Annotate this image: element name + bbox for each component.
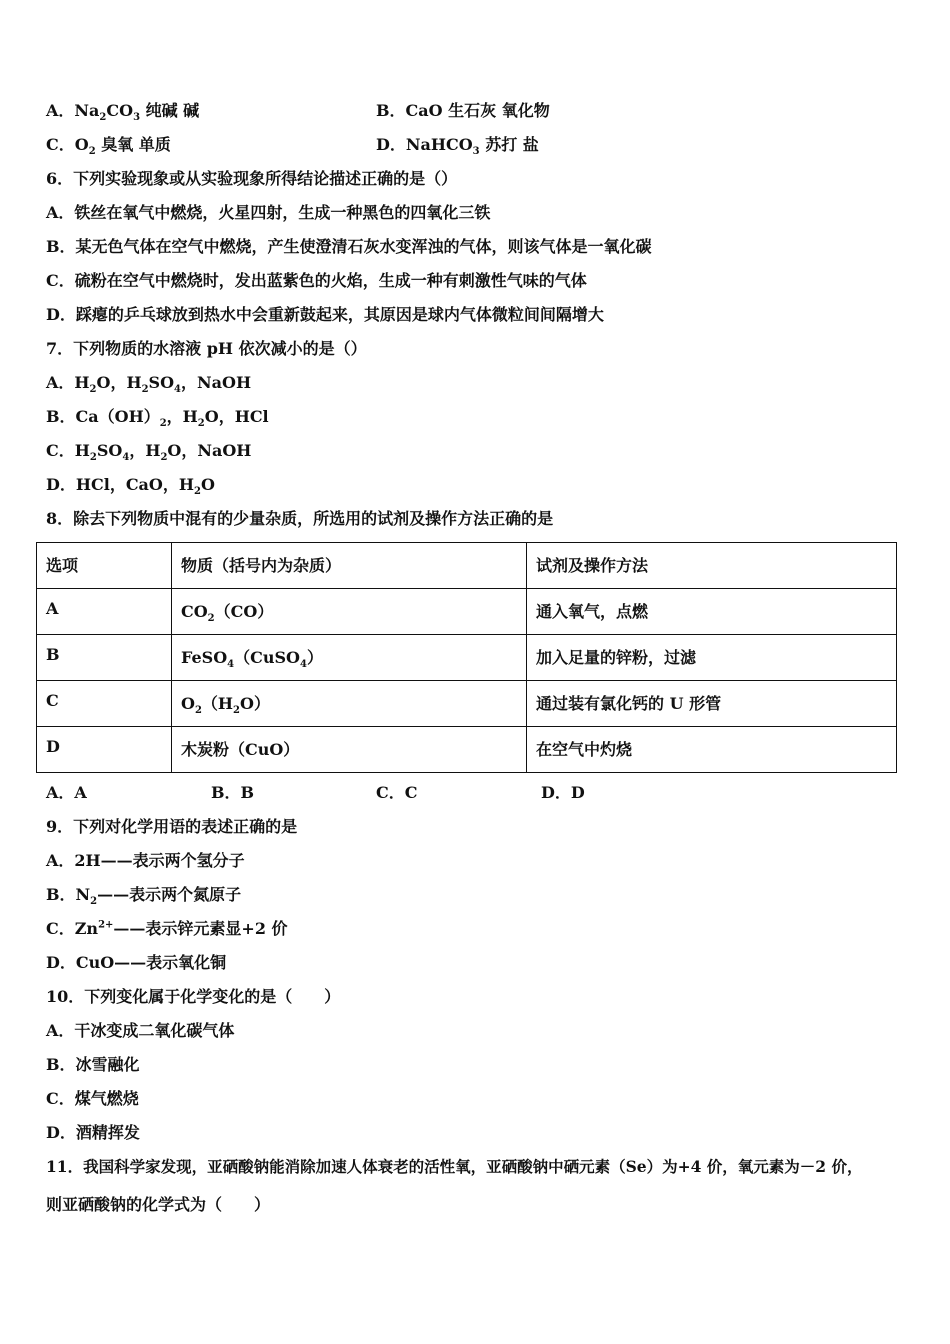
q5-option-b: B．CaO 生石灰 氧化物: [376, 101, 550, 120]
q9-stem: 9．下列对化学用语的表述正确的是: [46, 817, 298, 836]
q8-stem: 8．除去下列物质中混有的少量杂质，所选用的试剂及操作方法正确的是: [46, 509, 554, 528]
table-header-cell: 选项: [37, 543, 172, 589]
table-cell-option: C: [37, 681, 172, 727]
table-cell-method: 通入氧气，点燃: [527, 589, 897, 635]
table-cell-option: D: [37, 727, 172, 773]
q6-option-c: C．硫粉在空气中燃烧时，发出蓝紫色的火焰，生成一种有刺激性气味的气体: [46, 271, 587, 290]
q8-choice-c: C．C: [376, 783, 418, 802]
table-cell-substance: $O_2(H_2O)$: [172, 681, 527, 727]
q8-table: [36, 542, 897, 773]
q7-option-d: D．HCl，CaO，$H_2O$: [46, 475, 215, 498]
q11-stem-line1: 11．我国科学家发现，亚硒酸钠能消除加速人体衰老的活性氧，亚硒酸钠中硒元素（Se）为+4 价，氧元素为－2 价，: [46, 1157, 863, 1176]
table-row: [37, 635, 897, 681]
q7-stem: 7．下列物质的水溶液 pH 依次减小的是（）: [46, 339, 367, 358]
table-cell-method: 加入足量的锌粉，过滤: [527, 635, 897, 681]
q10-stem: 10．下列变化属于化学变化的是（ ）: [46, 987, 341, 1006]
table-cell-option: A: [37, 589, 172, 635]
q9-option-c: C．$Zn^{2+}——$表示锌元素显+2 价: [46, 919, 288, 938]
q10-option-c: C．煤气燃烧: [46, 1089, 139, 1108]
q10-option-d: D．酒精挥发: [46, 1123, 140, 1142]
table-header-row: [37, 543, 897, 589]
table-header-cell: 物质（括号内为杂质）: [172, 543, 527, 589]
table-row: [37, 589, 897, 635]
q7-option-b: B．$Ca(OH)_2$，$H_2O$，HCl: [46, 407, 269, 430]
q8-choice-a: A．A: [46, 783, 87, 802]
table-cell-method: 通过装有氯化钙的 U 形管: [527, 681, 897, 727]
q8-choice-b: B．B: [211, 783, 255, 802]
table-cell-option: B: [37, 635, 172, 681]
q9-option-a: A．2H——表示两个氢分子: [46, 851, 245, 870]
q6-option-b: B．某无色气体在空气中燃烧，产生使澄清石灰水变浑浊的气体，则该气体是一氧化碳: [46, 237, 652, 256]
table-row: [37, 727, 897, 773]
q8-choice-d: D．D: [541, 783, 585, 802]
q7-option-a: A．$H_2O$，$H_2SO_4$，NaOH: [46, 373, 252, 396]
q5-option-c: C．$O_2$ 臭氧 单质: [46, 135, 171, 158]
table-header-cell: 试剂及操作方法: [527, 543, 897, 589]
q9-option-d: D．CuO——表示氧化铜: [46, 953, 227, 972]
table-cell-substance: $CO_2(CO)$: [172, 589, 527, 635]
q6-option-a: A．铁丝在氧气中燃烧，火星四射，生成一种黑色的四氧化三铁: [46, 203, 491, 222]
table-cell-substance: FeSO$_4$（CuSO$_4$）: [172, 635, 527, 681]
q10-option-b: B．冰雪融化: [46, 1055, 140, 1074]
q10-option-a: A．干冰变成二氧化碳气体: [46, 1021, 235, 1040]
q6-stem: 6．下列实验现象或从实验现象所得结论描述正确的是（）: [46, 169, 458, 188]
q11-stem-line2: 则亚硒酸钠的化学式为（ ）: [46, 1195, 271, 1214]
q7-option-c: C．$H_2SO_4$，$H_2O$，NaOH: [46, 441, 252, 464]
q5-option-a: A．$Na_2CO_3$ 纯碱 碱: [46, 101, 200, 124]
q9-option-b: B．$N_2——$表示两个氮原子: [46, 885, 242, 908]
table-cell-substance: 木炭粉（CuO）: [172, 727, 527, 773]
q6-option-d: D．踩瘪的乒乓球放到热水中会重新鼓起来，其原因是球内气体微粒间间隔增大: [46, 305, 604, 324]
table-cell-method: 在空气中灼烧: [527, 727, 897, 773]
q5-option-d: D．NaHCO$_3$ 苏打 盐: [376, 135, 539, 158]
table-row: [37, 681, 897, 727]
